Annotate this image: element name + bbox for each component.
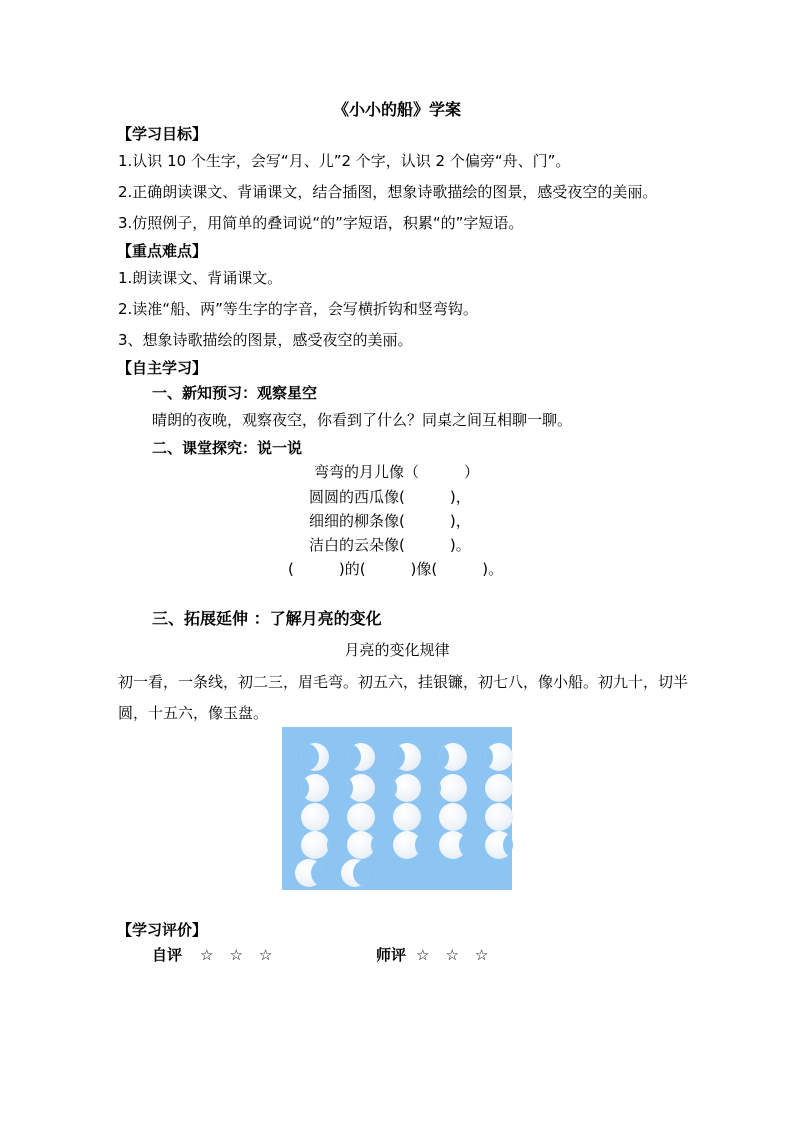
moon-icon	[393, 803, 421, 831]
moon-icon	[341, 859, 369, 887]
part1-title: 一、新知预习：观察星空	[152, 384, 318, 402]
moon-icon	[393, 743, 421, 771]
goal-item-3: 3.仿照例子，用简单的叠词说“的”字短语，积累“的”字短语。	[118, 214, 524, 232]
key-points-heading: 【重点难点】	[117, 242, 208, 260]
self-eval-label: 自评	[152, 946, 183, 964]
moon-icon	[347, 774, 375, 802]
goal-item-1: 1.认识 10 个生字，会写“月、儿”2 个字，认识 2 个偏旁“舟、门”。	[118, 152, 571, 170]
moon-icon	[485, 743, 513, 771]
fill-line-3: 细细的柳条像( )，	[309, 512, 471, 530]
teacher-eval-stars[interactable]: ☆☆☆	[416, 946, 505, 964]
moon-phases-image	[282, 727, 512, 890]
moon-icon	[439, 743, 467, 771]
key-point-item-3: 3、想象诗歌描绘的图景，感受夜空的美丽。	[118, 331, 413, 349]
moon-icon	[347, 803, 375, 831]
moon-icon	[393, 831, 421, 859]
moon-icon	[301, 774, 329, 802]
moon-icon	[301, 803, 329, 831]
key-point-item-1: 1.朗读课文、背诵课文。	[118, 269, 283, 287]
part1-text: 晴朗的夜晚，观察夜空，你看到了什么？同桌之间互相聊一聊。	[152, 411, 573, 429]
key-point-item-2: 2.读准“船、两”等生字的字音，会写横折钩和竖弯钩。	[118, 300, 478, 318]
part3-text-line-2: 圆，十五六，像玉盘。	[118, 704, 269, 722]
teacher-eval-label: 师评	[376, 946, 407, 964]
moon-icon	[485, 803, 513, 831]
moon-icon	[393, 774, 421, 802]
moon-icon	[347, 743, 375, 771]
moon-icon	[295, 859, 323, 887]
goals-heading: 【学习目标】	[117, 125, 208, 143]
moon-icon	[347, 831, 375, 859]
fill-line-4: 洁白的云朵像( )。	[309, 536, 471, 554]
moon-icon	[485, 774, 513, 802]
moon-icon	[301, 831, 329, 859]
moon-icon	[439, 803, 467, 831]
self-eval-stars[interactable]: ☆☆☆	[200, 946, 289, 964]
part3-subtitle: 月亮的变化规律	[344, 641, 450, 659]
page-title: 《小小的船》学案	[332, 100, 461, 119]
evaluation-heading: 【学习评价】	[117, 921, 208, 939]
part3-text-line-1: 初一看，一条线，初二三，眉毛弯。初五六，挂银镰，初七八，像小船。初九十，切半	[118, 673, 689, 691]
moon-icon	[439, 831, 467, 859]
moon-icon	[439, 774, 467, 802]
part3-title: 三、拓展延伸 ：了解月亮的变化	[152, 609, 382, 628]
fill-line-2: 圆圆的西瓜像( )，	[309, 488, 471, 506]
part2-title: 二、课堂探究：说一说	[152, 439, 303, 457]
moon-icon	[485, 831, 513, 859]
fill-line-5: ( )的( )像( )。	[288, 560, 504, 578]
self-study-heading: 【自主学习】	[117, 359, 208, 377]
goal-item-2: 2.正确朗读课文、背诵课文，结合插图，想象诗歌描绘的图景，感受夜空的美丽。	[118, 183, 658, 201]
moon-icon	[301, 743, 329, 771]
fill-line-1: 弯弯的月儿像（ ）	[314, 463, 480, 481]
